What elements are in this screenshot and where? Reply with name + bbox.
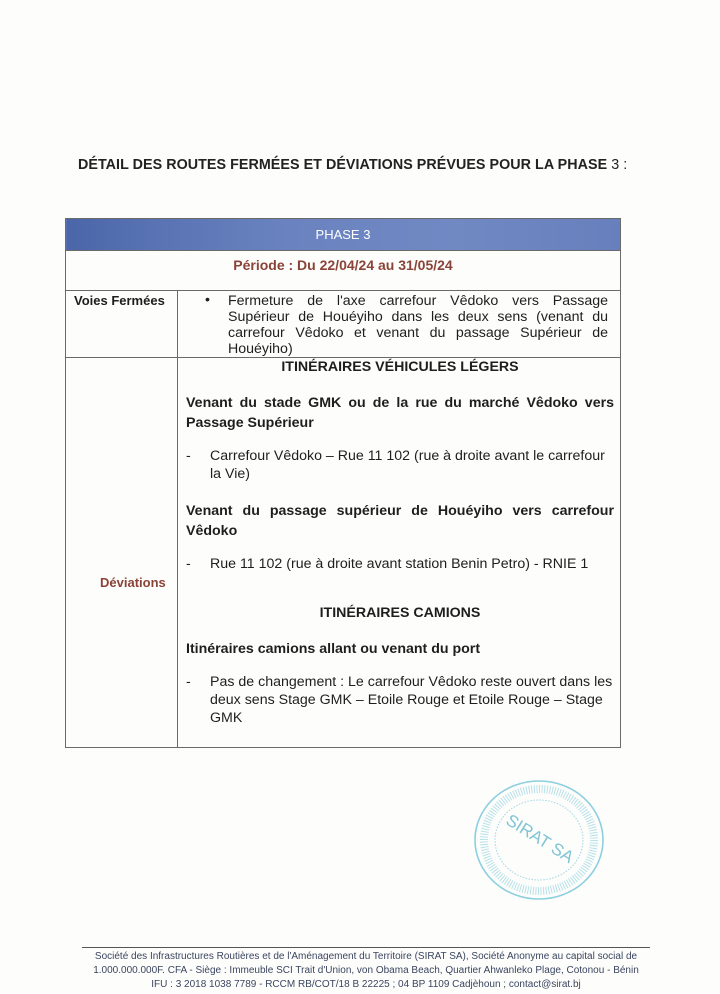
phase-table — [65, 218, 621, 748]
stamp-center-text: SIRAT SA — [502, 810, 578, 867]
vl-route-text: Rue 11 102 (rue à droite avant station Benin Petro) - RNIE 1 — [210, 556, 589, 572]
dash-icon: - — [186, 556, 191, 572]
camions-text: Pas de changement : Le carrefour Vêdoko reste ouvert dans les deux sens Stage GMK – Etoile Rouge et Etoile Rouge – Stage GMK — [210, 674, 613, 726]
period-text: Période : Du 22/04/24 au 31/05/24 — [66, 251, 621, 291]
document-title — [78, 157, 658, 173]
company-stamp — [472, 778, 606, 902]
vl-route-item — [186, 447, 614, 483]
footer-line-2: 1.000.000.000F. CFA - Siège : Immeuble SCI Trait d'Union, von Obama Beach, Quartier Ahwanleko Plage, Cotonou - Bénin — [93, 965, 639, 976]
footer-line-3 — [78, 978, 654, 992]
camions-item — [186, 673, 614, 727]
vl-route-item — [186, 555, 614, 573]
camions-heading: ITINÉRAIRES CAMIONS — [319, 605, 481, 621]
footer — [78, 950, 654, 992]
footer-divider — [82, 947, 650, 948]
deviations-label: Déviations — [66, 358, 178, 748]
camions-subheading: Itinéraires camions allant ou venant du port — [186, 641, 481, 657]
vl-route-heading: Venant du stade GMK ou de la rue du marché Vêdoko vers Passage Supérieur — [186, 395, 614, 431]
title-text: DÉTAIL DES ROUTES FERMÉES ET DÉVIATIONS PRÉVUES POUR LA PHASE — [78, 157, 608, 173]
phase-header-row — [66, 219, 621, 251]
vl-heading: ITINÉRAIRES VÉHICULES LÉGERS — [281, 359, 519, 375]
voies-fermees-text: Fermeture de l'axe carrefour Vêdoko vers Passage Supérieur de Houéyiho dans les deux sens (venant du carrefour Vêdoko et venant du passage Supérieur de Houéyiho) — [228, 293, 608, 357]
voies-fermees-cell — [178, 291, 621, 358]
footer-line-1: Société des Infrastructures Routières et de l'Aménagement du Territoire (SIRAT SA), Société Anonyme au capital social de — [94, 951, 638, 962]
footer-ids: IFU : 3 2018 1038 7789 - RCCM RB/COT/18 B 22225 ; 04 BP 1109 Cadjèhoun ; — [151, 979, 507, 990]
vl-route-text: Carrefour Vêdoko – Rue 11 102 (rue à droite avant le carrefour la Vie) — [210, 448, 605, 482]
dash-icon: - — [186, 674, 191, 690]
voies-fermees-row — [66, 291, 621, 358]
bullet-icon: • — [205, 292, 210, 308]
footer-email-link[interactable]: contact@sirat.bj — [508, 979, 581, 990]
dash-icon: - — [186, 448, 191, 464]
phase-header: PHASE 3 — [66, 219, 621, 251]
period-row — [66, 251, 621, 291]
deviations-row — [66, 358, 621, 748]
title-phase-number: 3 : — [611, 157, 628, 173]
voies-fermees-label: Voies Fermées — [66, 291, 178, 358]
vl-route-heading: Venant du passage supérieur de Houéyiho vers carrefour Vêdoko — [186, 503, 614, 539]
deviations-cell — [178, 358, 621, 748]
